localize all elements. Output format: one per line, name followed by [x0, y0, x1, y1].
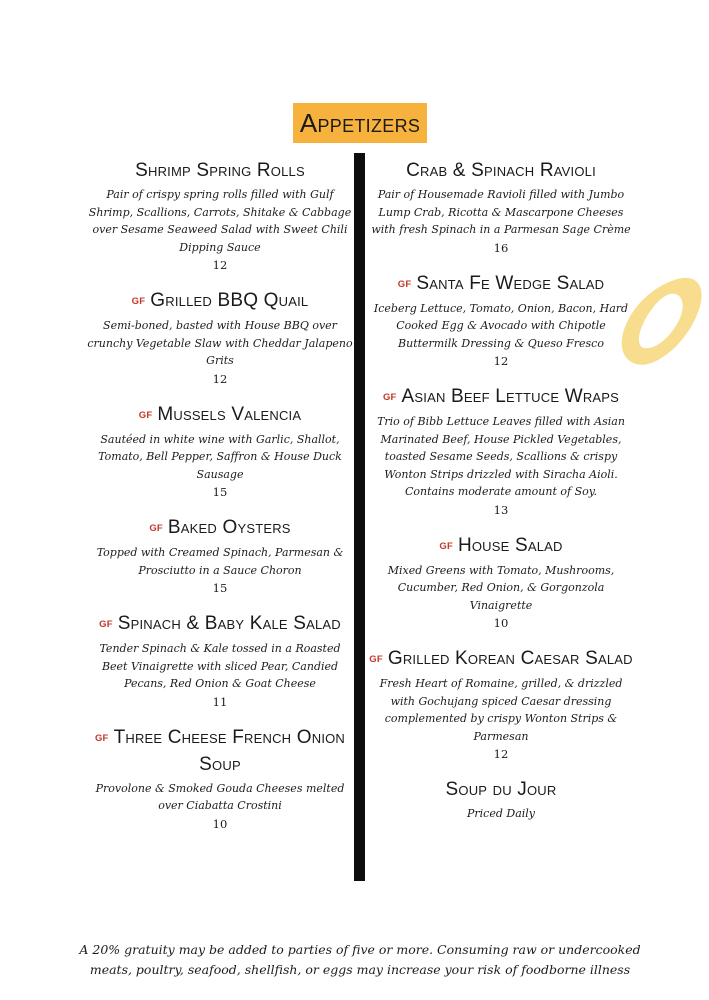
item-name: Soup du Jour	[445, 779, 557, 800]
gluten-free-badge: GF	[138, 409, 153, 421]
gluten-free-badge: GF	[397, 278, 412, 290]
menu-item	[86, 515, 354, 597]
column-divider	[354, 153, 365, 881]
item-name: GF Grilled Korean Caesar Salad	[369, 648, 633, 669]
item-price: 15	[212, 581, 228, 595]
item-description: Tender Spinach & Kale tossed in a Roasted Beet Vinaigrette with sliced Pear, Candied Pecans, Red Onion & Goat Cheese	[99, 642, 341, 690]
gluten-free-badge: GF	[149, 523, 163, 534]
gluten-free-badge: GF	[94, 732, 109, 744]
item-description: Priced Daily	[466, 807, 535, 820]
item-price: 12	[493, 747, 509, 761]
item-description: Fresh Heart of Romaine, grilled, & drizzled with Gochujang spiced Caesar dressing complemented by crispy Wonton Strips & Parmesan	[379, 677, 623, 743]
menu-item	[86, 158, 354, 274]
item-description: Sautéed in white wine with Garlic, Shallot, Tomato, Bell Pepper, Saffron & House Duck Sausage	[98, 432, 342, 481]
item-description: Trio of Bibb Lettuce Leaves filled with Asian Marinated Beef, House Pickled Vegetables, toasted Sesame Seeds, Scallions & crispy Wonton Strips drizzled with Siracha Aioli. Contains moderate amount of Soy.	[377, 415, 625, 498]
footer-line: meats, poultry, seafood, shellfish, or eggs may increase your risk of foodborne illness	[89, 962, 631, 977]
item-name: GF Asian Beef Lettuce Wraps	[382, 386, 620, 407]
item-description: Iceberg Lettuce, Tomato, Onion, Bacon, Hard Cooked Egg & Avocado with Chipotle Buttermilk Dressing & Queso Fresco	[373, 301, 629, 350]
menu-item	[86, 725, 354, 833]
item-name: GF Spinach & Baby Kale Salad	[99, 613, 341, 634]
item-description: Pair of Housemade Ravioli filled with Jumbo Lump Crab, Ricotta & Mascarpone Cheeses with fresh Spinach in a Parmesan Sage Crème	[371, 188, 631, 236]
item-description: Mixed Greens with Tomato, Mushrooms, Cucumber, Red Onion, & Gorgonzola Vinaigrette	[387, 563, 615, 612]
item-description: Semi-boned, basted with House BBQ over crunchy Vegetable Slaw with Cheddar Jalapeno Grits	[87, 319, 353, 367]
item-price: 16	[493, 240, 509, 255]
section-title: Appetizers	[299, 107, 421, 138]
item-description: Provolone & Smoked Gouda Cheeses melted over Ciabatta Crostini	[95, 781, 345, 812]
menu-item	[366, 384, 636, 519]
gluten-free-badge: GF	[131, 296, 146, 307]
menu-item	[86, 288, 354, 388]
item-name: GF Three Cheese French Onion Soup	[94, 726, 346, 775]
item-price: 10	[212, 816, 228, 831]
menu-item	[366, 777, 636, 823]
footer-disclaimer	[60, 940, 660, 980]
gluten-free-badge: GF	[369, 654, 383, 665]
item-name: Crab & Spinach Ravioli	[406, 160, 596, 181]
left-menu-column	[86, 158, 354, 833]
gluten-free-badge: GF	[439, 540, 453, 552]
item-name: Shrimp Spring Rolls	[135, 160, 305, 181]
item-name: GF Baked Oysters	[149, 517, 291, 538]
menu-item	[366, 158, 636, 257]
section-header	[293, 103, 427, 143]
item-price: 12	[212, 258, 228, 272]
item-price: 10	[493, 616, 509, 630]
menu-item	[86, 611, 354, 711]
footer-line: A 20% gratuity may be added to parties of five or more. Consuming raw or undercooked	[79, 942, 641, 957]
item-name: GF Santa Fe Wedge Salad	[397, 272, 605, 294]
item-description: Pair of crispy spring rolls filled with Gulf Shrimp, Scallions, Carrots, Shitake & Cabbage over Sesame Seaweed Salad with Sweet Chili Dipping Sauce	[88, 188, 352, 254]
item-price: 12	[493, 354, 509, 368]
item-description: Topped with Creamed Spinach, Parmesan & Prosciutto in a Sauce Choron	[96, 546, 344, 577]
gluten-free-badge: GF	[99, 619, 113, 630]
item-price: 13	[493, 502, 509, 517]
item-name: GF House Salad	[439, 534, 563, 556]
gluten-free-badge: GF	[382, 392, 397, 403]
item-price: 15	[212, 485, 228, 499]
item-name: GF Mussels Valencia	[138, 403, 302, 425]
menu-item	[366, 533, 636, 633]
item-name: GF Grilled BBQ Quail	[131, 290, 309, 311]
right-menu-column	[366, 158, 636, 823]
item-price: 11	[212, 694, 228, 709]
menu-item	[366, 646, 636, 763]
menu-item	[86, 402, 354, 502]
menu-item	[366, 271, 636, 371]
item-price: 12	[212, 371, 228, 386]
